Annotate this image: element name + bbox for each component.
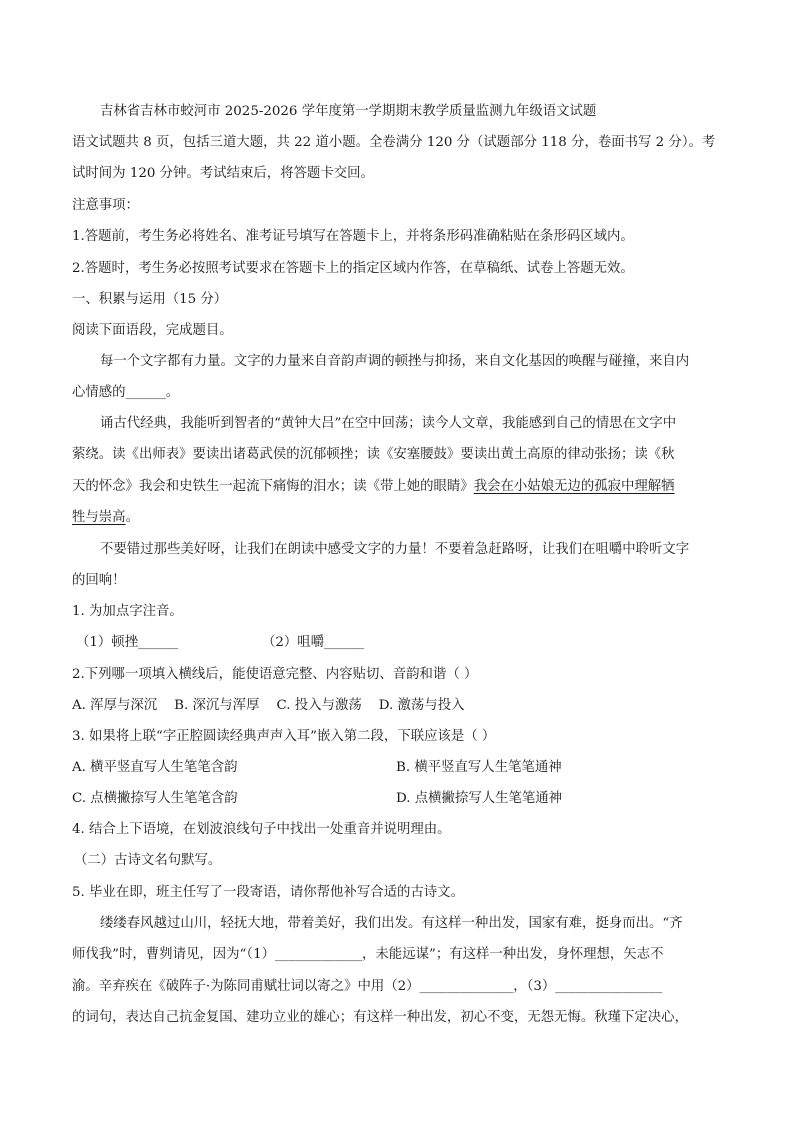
question-5-line-2: 师伐我”时，曹刿请见，因为“（1）_____________，未能远谋”；有这样一种出发，身怀理想，矢志不: [72, 947, 664, 962]
question-3-option-d: D. 点横撇捺写人生笔笔通神: [396, 791, 563, 806]
wavy-underlined-sentence: 我会在小姑娘无边的孤寂中理解牺: [473, 479, 675, 494]
passage-p2-line-4-end: 。: [125, 510, 139, 525]
question-5-line-1: 缕缕春风越过山川，轻抚大地，带着美好，我们出发。有这样一种出发，国家有难，挺身而出。“齐: [100, 916, 683, 931]
passage-p2-line-3-text: 天的怀念》我会和史铁生一起流下痛悔的泪水；读《带上她的眼睛》: [72, 479, 474, 494]
section-2-heading: （二）古诗文名句默写。: [74, 853, 222, 868]
passage-p2-line-1: 诵古代经典，我能听到智者的“黄钟大吕”在空中回荡；读今人文章，我能感到自己的情思在文字中: [100, 416, 677, 431]
question-1-options: [76, 634, 726, 652]
passage-p2-line-4: [72, 509, 722, 527]
passage-p1-line-2: 心情感的______。: [72, 385, 180, 400]
question-1-item-b: （2）咀嚼______: [262, 635, 365, 650]
section-1-heading: 一、积累与运用（15 分）: [72, 292, 228, 307]
question-5-line-4: 的词句，表达自己抗金复国、建功立业的雄心；有这样一种出发，初心不变，无怨无悔。秋瑾下定决心，: [72, 1010, 688, 1025]
passage-p3-line-1: 不要错过那些美好呀，让我们在朗读中感受文字的力量！不要着急赶路呀，让我们在咀嚼中聆听文字: [100, 542, 690, 557]
passage-p2-line-3: [72, 478, 722, 496]
wavy-underlined-sentence-end: 牲与崇高: [72, 510, 126, 525]
question-5-stem: 5. 毕业在即，班主任写了一段寄语，请你帮他补写合适的古诗文。: [72, 885, 464, 900]
question-3-option-c: C. 点横撇捺写人生笔笔含韵: [72, 791, 238, 806]
question-3-row-1: [72, 759, 722, 777]
intro-line-2: 试时间为 120 分钟。考试结束后，将答题卡交回。: [72, 166, 374, 181]
notice-2: 2.答题时，考生务必按照考试要求在答题卡上的指定区域内作答，在草稿纸、试卷上答题无效。: [72, 261, 634, 276]
question-3-row-2: [72, 790, 722, 808]
passage-p2-line-2: 萦绕。读《出师表》要读出诸葛武侯的沉郁顿挫；读《安塞腰鼓》要读出黄土高原的律动张扬；读《秋: [72, 447, 675, 462]
question-1-item-a: （1）顿挫______: [76, 635, 179, 650]
question-3-option-b: B. 横平竖直写人生笔笔通神: [396, 760, 562, 775]
notice-heading: 注意事项：: [72, 198, 139, 213]
passage-p3-line-2: 的回响！: [72, 573, 126, 588]
read-prompt: 阅读下面语段，完成题目。: [72, 323, 233, 338]
exam-title: 吉林省吉林市蛟河市 2025-2026 学年度第一学期期末教学质量监测九年级语文试题: [100, 104, 597, 119]
question-5-line-3: 渝。辛弃疾在《破阵子·为陈同甫赋壮词以寄之》中用（2）______________，（3）________________: [72, 979, 663, 994]
notice-1: 1.答题前，考生务必将姓名、准考证号填写在答题卡上，并将条形码准确粘贴在条形码区域内。: [72, 229, 634, 244]
question-2-options: A. 浑厚与深沉 B. 深沉与浑厚 C. 投入与激荡 D. 激荡与投入: [72, 698, 465, 713]
question-4: 4. 结合上下语境，在划波浪线句子中找出一处重音并说明理由。: [72, 822, 451, 837]
passage-p1-line-1: 每一个文字都有力量。文字的力量来自音韵声调的顿挫与抑扬，来自文化基因的唤醒与碰撞，来自内: [100, 354, 690, 369]
question-2-stem: 2.下列哪一项填入横线后，能使语意完整、内容贴切、音韵和谐（ ）: [72, 667, 478, 682]
intro-line-1: 语文试题共 8 页，包括三道大题，共 22 道小题。全卷满分 120 分（试题部分 118 分，卷面书写 2 分）。考: [72, 135, 716, 150]
question-3-option-a: A. 横平竖直写人生笔笔含韵: [72, 760, 238, 775]
question-3-stem: 3. 如果将上联“字正腔圆读经典声声入耳”嵌入第二段，下联应该是（ ）: [72, 729, 496, 744]
question-1-stem: 1. 为加点字注音。: [72, 604, 183, 619]
